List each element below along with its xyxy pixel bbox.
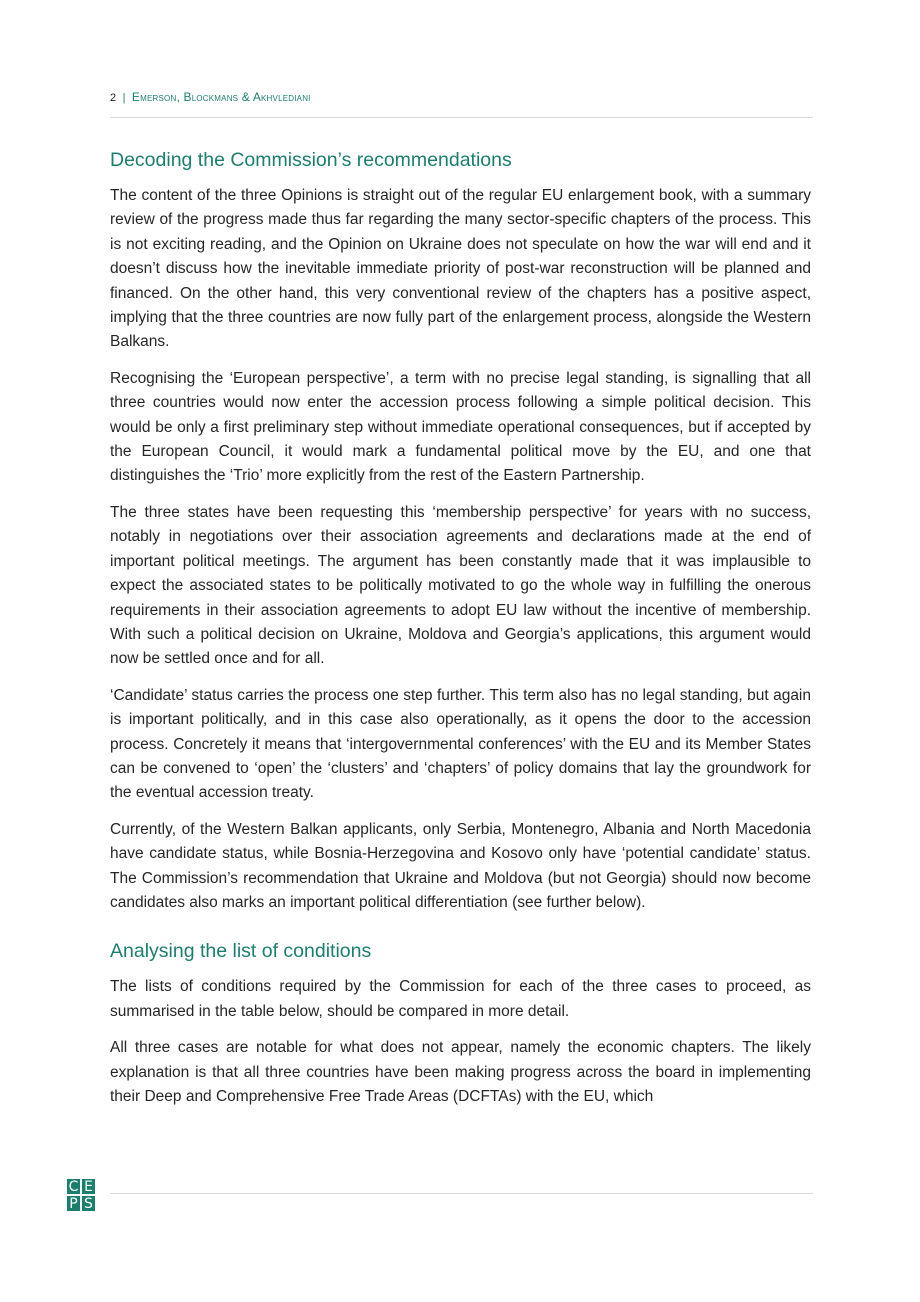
paragraph: ‘Candidate’ status carries the process one step further. This term also has no legal standing, but again is important politically, and in this case also operationally, as it opens the door to the accession process. Concretely it means that ‘intergovernmental conferences’ with the EU and its Member States can be convened to ‘open’ the ‘clusters’ and ‘chapters’ of policy domains that lay the groundwork for the eventual accession treaty. [110,686,811,802]
running-header [110,90,813,104]
header-separator: | [122,92,126,104]
page-number: 2 [110,92,117,104]
paragraph: The three states have been requesting this ‘membership perspective’ for years with no success, notably in negotiations over their association agreements and declarations made at the end of important political meetings. The argument has been constantly made that it was implausible to expect the associated states to be politically motivated to go the whole way in fulfilling the onerous requirements in their association agreements to adopt EU law without the incentive of membership. With such a political decision on Ukraine, Moldova and Georgia’s applications, this argument would now be settled once and for all. [110,503,811,668]
footer-divider [110,1193,813,1194]
paragraph: Recognising the ‘European perspective’, a term with no precise legal standing, is signalling that all three countries would now enter the accession process following a simple political decision. This would be only a first preliminary step without immediate operational consequences, but if accepted by the European Council, it would mark a fundamental political move by the EU, and one that distinguishes the ‘Trio’ more explicitly from the rest of the Eastern Partnership. [110,369,811,485]
paragraph: All three cases are notable for what does not appear, namely the economic chapters. The likely explanation is that all three countries have been making progress across the board in implementing their Deep and Comprehensive Free Trade Areas (DCFTAs) with the EU, which [110,1039,811,1105]
paragraph: The content of the three Opinions is straight out of the regular EU enlargement book, with a summary review of the progress made thus far regarding the many sector-specific chapters of the process. This is not exciting reading, and the Opinion on Ukraine does not speculate on how the war will end and it doesn’t discuss how the inevitable immediate priority of post-war reconstruction will be planned and financed. On the other hand, this very conventional review of the chapters has a positive aspect, implying that the three countries are now fully part of the enlargement process, alongside the Western Balkans. [110,187,811,351]
section-heading-analysing: Analysing the list of conditions [110,940,372,963]
logo-letter: P [66,1195,81,1212]
main-content [110,146,811,1121]
header-authors: Emerson, Blockmans & Akhvlediani [131,90,311,104]
paragraph: The lists of conditions required by the Commission for each of the three cases to proceed, as summarised in the table below, should be compared in more detail. [110,978,811,1020]
logo-letter: E [81,1178,96,1195]
paragraph: Currently, of the Western Balkan applicants, only Serbia, Montenegro, Albania and North Macedonia have candidate status, while Bosnia-Herzegovina and Kosovo only have ‘potential candidate’ status. The Commission’s recommendation that Ukraine and Moldova (but not Georgia) should now become candidates also marks an important political differentiation (see further below). [110,820,811,911]
ceps-logo [66,1178,96,1212]
header-divider [110,117,813,118]
logo-letter: C [66,1178,81,1195]
section-heading-decoding: Decoding the Commission’s recommendations [110,149,512,171]
logo-letter: S [81,1195,96,1212]
